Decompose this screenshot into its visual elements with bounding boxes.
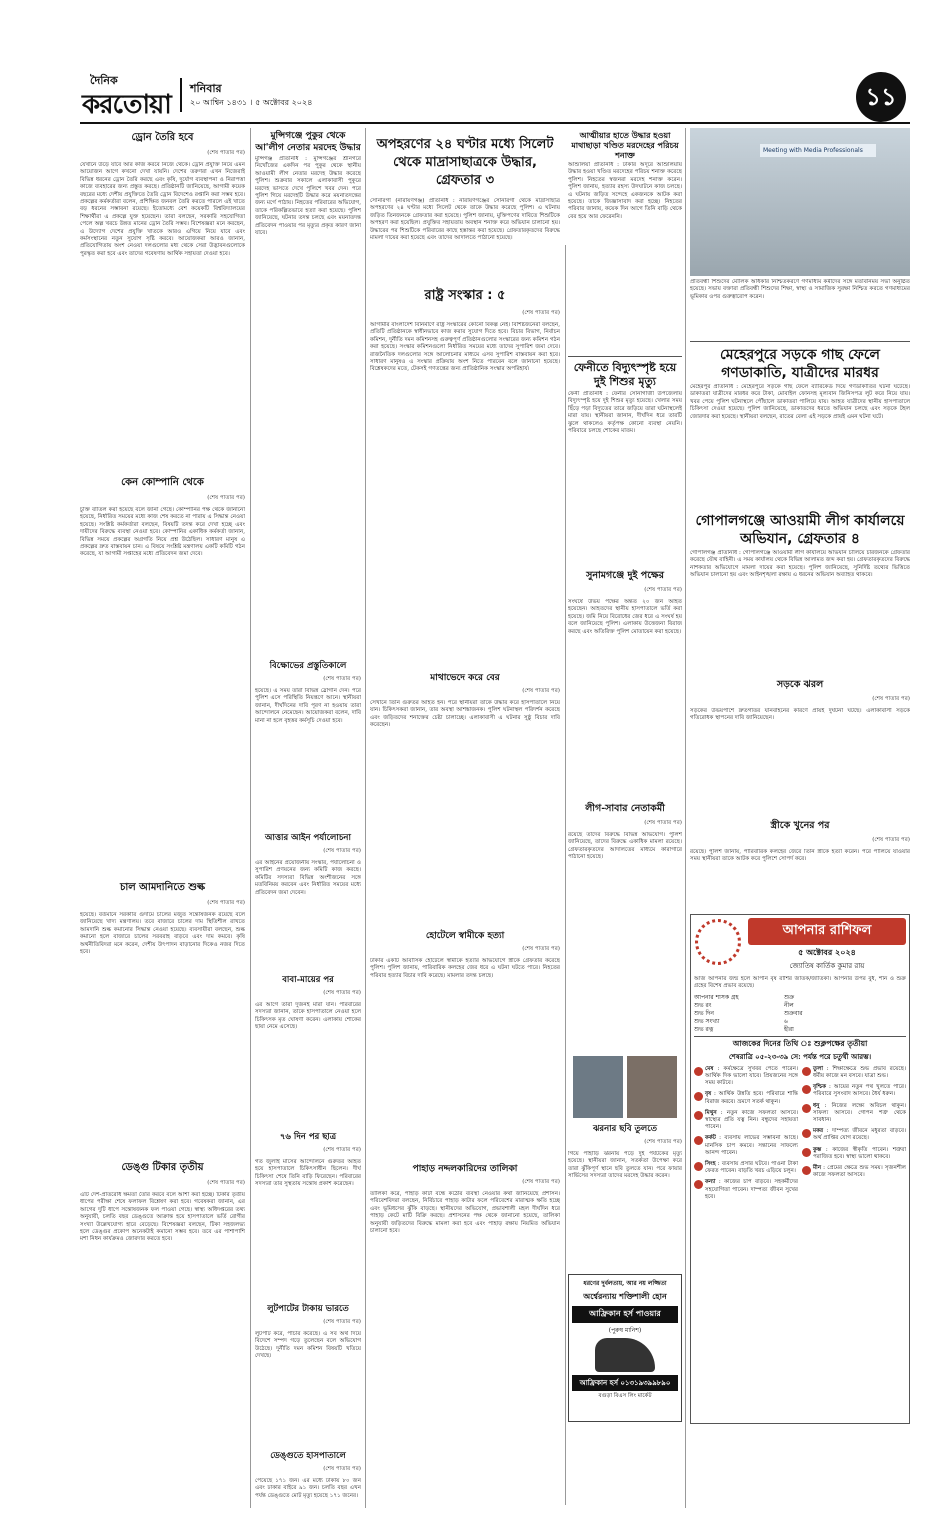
horoscope-table-value: ৬	[784, 1017, 788, 1025]
ad-footer: বগুড়া বিএস লিং মার্কেট	[598, 1393, 652, 1399]
article-heading: বিক্ষোভের প্রস্তুতিকালে	[269, 661, 347, 671]
horoscope-table-key: শুভ সংখ্যা	[694, 1017, 720, 1025]
continued-note: (শেষ পাতার পর)	[207, 900, 245, 906]
horoscope-author: জ্যোতিষ কার্তিক কুমার রায়	[789, 962, 865, 970]
zodiac-entry	[802, 1084, 906, 1098]
article-body: যেখানে উড়ে যাবে আর কাজ করবে নিজে থেকে। ড্রোন প্রযুক্তি নিয়ে এমন আয়োজন আগে কখনো দেখা যায়নি। দেশের তরুণরা এখন নিজেরাই বিভিন্ন ধরনের ড্রোন তৈরি করছে এবং কৃষি, দুর্যোগ ব্যবস্থাপনা ও নিরাপত্তা কাজে ব্যবহারের জন্য প্রস্তুত করছে। প্রতিষ্ঠানটি জানিয়েছে, আগামী কয়েক বছরের মধ্যে দেশীয় প্রযুক্তিতে তৈরি ড্রোন বিদেশেও রপ্তানি করা সম্ভব হবে। প্রকল্পের কর্মকর্তারা বলেন, প্রশিক্ষিত জনবল তৈরি করতে পারলে এই খাতে বড় ধরনের সম্ভাবনা রয়েছে। ইতোমধ্যে বেশ কয়েকটি বিশ্ববিদ্যালয়ের শিক্ষার্থীরা এ প্রকল্পে যুক্ত হয়েছেন। তারা বলছেন, সরকারি সহযোগিতা পেলে অল্প খরচে উন্নত মানের ড্রোন তৈরি সম্ভব। বিশেষজ্ঞরা মনে করছেন, এ উদ্যোগ দেশের প্রযুক্তি খাতকে আরও এগিয়ে নিয়ে যাবে এবং কর্মসংস্থানের নতুন সুযোগ সৃষ্টি করবে। আয়োজকরা আরও জানান, প্রতিযোগিতায় অংশ নেওয়া দলগুলোর মধ্য থেকে সেরা উদ্ভাবনগুলোকে পুরস্কৃত করা হবে এবং তাদের গবেষণায় আর্থিক সহায়তা দেওয়া হবে।	[80, 162, 245, 257]
zodiac-list-left	[694, 1066, 798, 1205]
zodiac-entry	[802, 1165, 906, 1179]
continued-note: (শেষ পাতার পর)	[323, 676, 361, 682]
continued-note: (শেষ পাতার পর)	[323, 990, 361, 996]
horoscope-table-key: শুভ রত্ন	[694, 1025, 714, 1033]
article-body: রয়েছে। পুলিশ জানায়, পারিবারিক কলহের জেরে তিনি স্ত্রীকে হত্যা করেন। পরে পালিয়ে যাওয়ার সময় স্থানীয়রা তাকে আটক করে পুলিশে সোপর্দ করে।	[690, 849, 910, 863]
article-heading: ডেঙ্গু টিকার তৃতীয়	[121, 1162, 204, 1173]
zodiac-name: মকর	[813, 1128, 824, 1135]
horoscope-table-key: শুভ রং	[694, 1001, 712, 1009]
zodiac-sign-icon	[694, 1111, 703, 1120]
horoscope-section	[690, 914, 910, 1424]
section-rule	[568, 356, 682, 357]
zodiac-text: সিংহ : ব্যবসায় প্রসার ঘটবে। পাওনা টাকা ফেরত পাবেন। বাড়তি খরচ এড়িয়ে চলুন।	[705, 1161, 798, 1175]
logo: করতোয়া	[82, 90, 171, 120]
zodiac-name: কন্যা	[705, 1179, 716, 1186]
article-body: মুন্সিগঞ্জ প্রতিনিধি : মুন্সিগঞ্জের শ্রীনগরে নিখোঁজের একদিন পর পুকুর থেকে স্থানীয় আওয়ামী লীগ নেতার মরদেহ উদ্ধার করেছে পুলিশ। শুক্রবার সকালে এলাকাবাসী পুকুরে মরদেহ ভাসতে দেখে পুলিশে খবর দেন। পরে পুলিশ গিয়ে মরদেহটি উদ্ধার করে ময়নাতদন্তের জন্য মর্গে পাঠায়। নিহতের পরিবারের অভিযোগ, তাকে পরিকল্পিতভাবে হত্যা করা হয়েছে। পুলিশ জানিয়েছে, ঘটনার তদন্ত চলছে এবং ময়নাতদন্ত প্রতিবেদন পাওয়ার পর মৃত্যুর প্রকৃত কারণ জানা যাবে।	[255, 156, 361, 237]
horoscope-table-row	[694, 994, 906, 1002]
continued-note: (শেষ পাতার পর)	[323, 1147, 361, 1153]
article-heading: বাবা-মায়ের পর	[282, 975, 334, 985]
continued-note: (শেষ পাতার পর)	[644, 820, 682, 826]
article-heading: রাষ্ট্র সংস্কার : ৫	[424, 288, 506, 303]
continued-note: (শেষ পাতার পর)	[323, 848, 361, 854]
zodiac-sign-icon	[802, 1148, 811, 1157]
zodiac-sign-icon	[802, 1129, 811, 1138]
column-divider	[565, 245, 566, 1505]
article-heading: চাল আমদানিতে শুল্ক	[119, 882, 206, 893]
advertisement	[568, 1274, 682, 1422]
article-heading: আত্তার আইন পর্যালোচনা	[265, 833, 351, 843]
zodiac-text: বৃশ্চিক : আয়ের নতুন পথ খুলতে পারে। পরিবারে সুসংবাদ আসবে। ধৈর্য ধরুন।	[813, 1084, 906, 1098]
zodiac-text: মিথুন : নতুন কাজে সফলতা আসবে। স্বাস্থ্যের প্রতি যত্ন নিন। বন্ধুদের সহায়তা পাবেন।	[705, 1109, 798, 1131]
continued-note: (শেষ পাতার পর)	[872, 837, 910, 843]
column-4	[568, 128, 682, 1508]
horoscope-table-value: হীরা	[784, 1025, 794, 1033]
article-body: গোপালগঞ্জ প্রতিনিধি : গোপালগঞ্জে আওয়ামী লীগ কার্যালয়ে অভিযান চালিয়ে চারজনকে গ্রেফতার করেছে যৌথ বাহিনী। এ সময় কার্যালয় থেকে বিভিন্ন আলামত জব্দ করা হয়। গ্রেফতারকৃতদের বিরুদ্ধে নাশকতার অভিযোগে মামলা দায়ের করা হয়েছে। পুলিশ জানিয়েছে, সুনির্দিষ্ট তথ্যের ভিত্তিতে অভিযান চালানো হয় এবং আইনশৃঙ্খলা রক্ষায় এ ধরনের অভিযান অব্যাহত থাকবে।	[690, 550, 910, 579]
article-heading: স্ত্রীকে খুনের পর	[770, 820, 830, 831]
zodiac-entry	[694, 1110, 798, 1132]
zodiac-entry	[694, 1091, 798, 1105]
zodiac-sign-icon	[694, 1092, 703, 1101]
column-2	[255, 128, 361, 1508]
zodiac-entry	[694, 1066, 798, 1088]
zodiac-entry	[802, 1103, 906, 1125]
zodiac-entry	[694, 1161, 798, 1175]
zodiac-wheel-icon	[695, 919, 741, 965]
continued-note: (শেষ পাতার পর)	[323, 1319, 361, 1325]
zodiac-text: তুলা : শিক্ষাক্ষেত্রে শুভ প্রভাব রয়েছে। ধর্মীয় কাজে মন বসবে। যাত্রা শুভ।	[813, 1065, 906, 1080]
zodiac-sign-icon	[694, 1180, 703, 1189]
continued-note: (শেষ পাতার পর)	[323, 1466, 361, 1472]
lead-headline: অপহরণের ২৪ ঘণ্টার মধ্যে সিলেট থেকে মাদ্রাসাছাত্রকে উদ্ধার, গ্রেফতার ৩	[376, 137, 554, 188]
horoscope-title: আপনার রাশিফল	[748, 918, 906, 945]
article-body: চুক্তি বাতিল করা হয়েছে বলে জানা গেছে। কোম্পানির পক্ষ থেকে জানানো হয়েছে, নির্ধারিত সময়ের মধ্যে কাজ শেষ করতে না পারায় এ সিদ্ধান্ত নেওয়া হয়েছে। সংশ্লিষ্ট কর্মকর্তারা বলছেন, বিষয়টি তদন্ত করে দেখা হচ্ছে এবং দায়ীদের বিরুদ্ধে ব্যবস্থা নেওয়া হবে। কোম্পানির একাধিক কর্মকর্তা জানান, বিভিন্ন সময়ে প্রকল্পের অগ্রগতি নিয়ে প্রশ্ন উঠেছিল। সাধারণ মানুষ এ প্রকল্পের দ্রুত বাস্তবায়ন চান। এ বিষয়ে সংশ্লিষ্ট মন্ত্রণালয় একটি কমিটি গঠন করেছে, যা আগামী সপ্তাহের মধ্যে প্রতিবেদন জমা দেবে।	[80, 507, 245, 558]
article-body: গত জুলাই মাসের আন্দোলনে গুরুতর আহত হয়ে হাসপাতালে চিকিৎসাধীন ছিলেন। দীর্ঘ চিকিৎসা শেষে তিনি বাড়ি ফিরেছেন। পরিবারের সদস্যরা তার সুস্থতায় সন্তোষ প্রকাশ করেছেন।	[255, 1159, 361, 1188]
zodiac-sign-icon	[802, 1104, 811, 1113]
article-body: ঢাকার একটি আবাসিক হোটেলে স্বামীকে হত্যার অভিযোগে স্ত্রীকে গ্রেফতার করেছে পুলিশ। পুলিশ জানায়, পারিবারিক কলহের জের ধরে এ ঘটনা ঘটতে পারে। নিহতের পরিবার হত্যার বিচার দাবি করেছে। মামলার তদন্ত চলছে।	[370, 958, 560, 979]
horoscope-table-row	[694, 1018, 906, 1026]
ad-brand: আফ্রিকান হর্স পাওয়ার	[572, 1306, 678, 1323]
person-photo	[627, 1056, 677, 1118]
continued-note: (শেষ পাতার পর)	[207, 150, 245, 156]
horoscope-table-row	[694, 1002, 906, 1010]
zodiac-entry	[802, 1066, 906, 1080]
article-body: তালিকা করে, পাহাড় কাটা বন্ধে কঠোর ব্যবস্থা নেওয়ার কথা জানিয়েছে প্রশাসন। পরিবেশবিদরা বলছেন, নির্বিচারে পাহাড় কাটার ফলে পরিবেশের মারাত্মক ক্ষতি হচ্ছে এবং ভূমিধসের ঝুঁকি বাড়ছে। স্থানীয়দের অভিযোগ, প্রভাবশালী মহল দীর্ঘদিন ধরে পাহাড় কেটে মাটি বিক্রি করছে। প্রশাসনের পক্ষ থেকে জানানো হয়েছে, তালিকা অনুযায়ী জড়িতদের বিরুদ্ধে মামলা করা হবে এবং পাহাড় রক্ষায় নিয়মিত অভিযান চালানো হবে।	[370, 1191, 560, 1235]
horoscope-table-row	[694, 1026, 906, 1034]
zodiac-name: তুলা	[813, 1065, 823, 1072]
horoscope-table	[694, 994, 906, 1034]
zodiac-forecast: কাজের চাপ বাড়বে। সহকর্মীদের সহযোগিতা পাবেন। দাম্পত্য জীবন সুখের হবে।	[705, 1179, 798, 1200]
issue-day: শনিবার	[190, 82, 222, 95]
article-heading: আত্মীয়ার হাতে উদ্ধার হওয়া মাথাছাড়া খণ্ডিত মরদেহের পরিচয় শনাক্ত	[571, 130, 679, 160]
article-body: সোনারগাঁ (নারায়ণগঞ্জ) প্রতিনিধি : নারায়ণগঞ্জের সোনারগাঁ থেকে মাদ্রাসাছাত্র অপহরণের ২৪ ঘণ্টার মধ্যে সিলেট থেকে তাকে উদ্ধার করেছে পুলিশ। এ ঘটনায় জড়িত তিনজনকে গ্রেফতার করা হয়েছে। পুলিশ জানায়, মুক্তিপণের দাবিতে শিশুটিকে অপহরণ করা হয়েছিল। প্রযুক্তির সহায়তায় অবস্থান শনাক্ত করে অভিযান চালানো হয়। উদ্ধারের পর শিশুটিকে পরিবারের কাছে হস্তান্তর করা হয়েছে। গ্রেফতারকৃতদের বিরুদ্ধে মামলা দায়ের করা হয়েছে এবং তাদের আদালতে পাঠানো হয়েছে।	[370, 198, 560, 242]
article-body: ফেনী প্রতিনিধি : ফেনীর সোনাগাজী উপজেলায় বিদ্যুৎস্পৃষ্ট হয়ে দুই শিশুর মৃত্যু হয়েছে। খেলার সময় ছিঁড়ে পড়া বিদ্যুতের তারে জড়িয়ে তারা ঘটনাস্থলেই মারা যায়। স্থানীয়রা জানান, দীর্ঘদিন ধরে তারটি ঝুলে থাকলেও কর্তৃপক্ষ কোনো ব্যবস্থা নেয়নি। পরিবারে চলছে শোকের মাতম।	[568, 391, 682, 435]
zodiac-name: ধনু	[813, 1102, 820, 1109]
horoscope-table-row	[694, 1010, 906, 1018]
continued-note: (শেষ পাতার পর)	[522, 310, 560, 316]
section-rule	[690, 341, 910, 342]
column-divider	[365, 128, 366, 1508]
column-divider	[250, 128, 251, 1508]
article-heading: ফেনীতে বিদ্যুৎস্পৃষ্ট হয়ে দুই শিশুর মৃত্যু	[573, 361, 677, 388]
issue-date: ২০ আশ্বিন ১৪৩১ । ৫ অক্টোবর ২০২৪	[190, 98, 313, 107]
horoscope-date: ৫ অক্টোবর ২০২৪	[798, 947, 856, 957]
horse-icon	[595, 1338, 655, 1372]
horoscope-table-key: আপনার শাসক গ্রহ	[694, 993, 739, 1001]
zodiac-sign-icon	[802, 1085, 811, 1094]
continued-note: (শেষ পাতার পর)	[644, 1139, 682, 1145]
zodiac-entry	[802, 1147, 906, 1161]
article-body: এর আগে তারা দুজনই মারা যান। পরিবারের সদস্যরা জানান, তাকে হাসপাতালে নেওয়া হলে চিকিৎসক মৃত ঘোষণা করেন। এলাকায় শোকের ছায়া নেমে এসেছে।	[255, 1002, 361, 1031]
zodiac-sign-icon	[802, 1166, 811, 1175]
article-body: রয়েছে তাদের বিরুদ্ধে বিভিন্ন অভিযোগ। পুলিশ জানিয়েছে, তাদের বিরুদ্ধে একাধিক মামলা রয়েছে। গ্রেফতারকৃতদের আদালতের মাধ্যমে কারাগারে পাঠানো হয়েছে।	[568, 832, 682, 861]
ad-headline: অর্শ্বেরন্যায় শক্তিশালী হোন	[583, 1291, 667, 1301]
article-heading: ড্রোন তৈরি হবে	[131, 132, 194, 143]
zodiac-sign-icon	[802, 1067, 811, 1076]
zodiac-text: মকর : দাম্পত্য জীবনে মধুরতা বাড়বে। অর্থ প্রাপ্তির যোগ রয়েছে।	[813, 1128, 906, 1142]
zodiac-text: কুম্ভ : কাজের স্বীকৃতি পাবেন। শত্রুরা পরাজিত হবে। স্বাস্থ্য ভালো থাকবে।	[813, 1146, 906, 1160]
article-body: এর আইনের প্রয়োজনীয় সংস্কার, পর্যালোচনা ও সুপারিশ প্রণয়নের জন্য কমিটি কাজ করছে। কমিটির সদস্যরা বিভিন্ন অংশীজনের সঙ্গে মতবিনিময় করবেন এবং নির্ধারিত সময়ের মধ্যে প্রতিবেদন জমা দেবেন।	[255, 860, 361, 896]
news-photo	[690, 128, 910, 276]
column-5	[690, 128, 910, 1508]
zodiac-text: কর্কট : ব্যবসায় লাভের সম্ভাবনা আছে। মানসিক চাপ কমবে। সন্তানের সাফল্যে আনন্দ পাবেন।	[705, 1135, 798, 1156]
person-photo	[573, 1056, 623, 1118]
article-heading: হোটেলে স্বামীকে হত্যা	[425, 931, 505, 941]
article-heading: লীগ-সাবার নেতাকর্মী	[585, 803, 665, 814]
ad-tagline: ধরণের দুর্বলতায়, আর নয় লজ্জিতা	[583, 1280, 667, 1287]
zodiac-name: মিথুন	[705, 1109, 717, 1116]
column-divider	[685, 128, 686, 1508]
zodiac-name: বৃশ্চিক	[813, 1084, 827, 1091]
zodiac-forecast: ব্যবসায় লাভের সম্ভাবনা আছে। মানসিক চাপ কমবে। সন্তানের সাফল্যে আনন্দ পাবেন।	[705, 1135, 798, 1156]
zodiac-list-right	[802, 1066, 906, 1205]
page-number: ১১	[856, 72, 906, 122]
zodiac-forecast: কাজের স্বীকৃতি পাবেন। শত্রুরা পরাজিত হবে। স্বাস্থ্য ভালো থাকবে।	[813, 1146, 906, 1160]
zodiac-name: মেষ	[705, 1065, 714, 1072]
article-heading: লুটপাটের টাকায় ভারতে	[267, 1304, 349, 1314]
zodiac-forecast: ব্যবসায় প্রসার ঘটবে। পাওনা টাকা ফেরত পাবেন। বাড়তি খরচ এড়িয়ে চলুন।	[705, 1161, 798, 1175]
zodiac-sign-icon	[694, 1136, 703, 1145]
article-body: পেয়েছে ১৭১ জন। এর মধ্যে ঢাকায় ৮০ জন এবং ঢাকার বাইরে ৯১ জন। চলতি বছর এখন পর্যন্ত ডেঙ্গুতে মোট মৃত্যু হয়েছে ১৭১ জনের।	[255, 1478, 361, 1499]
article-heading: সড়কে ঝরল	[776, 679, 824, 690]
continued-note: (শেষ পাতার পর)	[872, 696, 910, 702]
zodiac-forecast: নতুন কাজে সফলতা আসবে। স্বাস্থ্যের প্রতি যত্ন নিন। বন্ধুদের সহায়তা পাবেন।	[705, 1109, 798, 1131]
photo-pair	[568, 1056, 682, 1118]
article-body: আগামীর বাংলাদেশ বিনির্মাণে রাষ্ট্র সংস্কারের কোনো বিকল্প নেই। বিশিষ্টজনেরা বলছেন, প্রতিটি প্রতিষ্ঠানকে স্বাধীনভাবে কাজ করার সুযোগ দিতে হবে। বিচার বিভাগ, নির্বাচন কমিশন, দুর্নীতি দমন কমিশনসহ গুরুত্বপূর্ণ প্রতিষ্ঠানগুলোর সংস্কারের জন্য কমিশন গঠন করা হয়েছে। সংস্কার কমিশনগুলো নির্ধারিত সময়ের মধ্যে তাদের সুপারিশ জমা দেবে। রাজনৈতিক দলগুলোর সঙ্গে আলোচনার মাধ্যমে এসব সুপারিশ বাস্তবায়ন করা হবে। সাধারণ মানুষও এ সংস্কার প্রক্রিয়ায় অংশ নিতে পারবেন বলে জানানো হয়েছে। বিশ্লেষকদের মতে, টেকসই গণতন্ত্রের জন্য প্রাতিষ্ঠানিক সংস্কার অপরিহার্য।	[370, 322, 560, 373]
article-heading: মুন্সিগঞ্জে পুকুর থেকে আ'লীগ নেতার মরদেহ উদ্ধার	[255, 131, 361, 153]
logo-top: দৈনিক	[90, 74, 118, 87]
article-heading: পাহাড় নদ্দলকারিদের তালিকা	[412, 1164, 518, 1174]
ad-phone: আফ্রিকান হর্স ০১৩১৯৩৯৯৮৯০	[572, 1375, 678, 1391]
zodiac-forecast: আয়ের নতুন পথ খুলতে পারে। পরিবারে সুসংবাদ আসবে। ধৈর্য ধরুন।	[813, 1084, 906, 1098]
article-body: হয়েছে। বর্তমানে সরকারি গুদামে চালের মজুত সন্তোষজনক রয়েছে বলে জানিয়েছে খাদ্য মন্ত্রণালয়। তবে বাজারে চালের দাম স্থিতিশীল রাখতে আমদানি শুল্ক কমানোর সিদ্ধান্ত নেওয়া হয়েছে। ব্যবসায়ীরা বলছেন, শুল্ক কমানো হলে বাজারে চালের সরবরাহ বাড়বে এবং দাম কমবে। কৃষি অর্থনীতিবিদরা মনে করেন, দেশীয় উৎপাদন বাড়ানোর দিকেও নজর দিতে হবে।	[80, 912, 245, 956]
zodiac-name: সিংহ	[705, 1161, 716, 1168]
banner-text: Meeting with Media Professionals	[760, 144, 876, 157]
tithi-time: শেষরাত্রি ০৫-২৩-৩৯ সে: পর্যন্ত পরে চতুর্থী আরম্ভ।	[728, 1051, 872, 1061]
photo-caption: ঝরনার ছবি তুলতে	[592, 1124, 658, 1134]
article-body: সংঘর্ষে উভয় পক্ষের অন্তত ২০ জন আহত হয়েছেন। আহতদের স্থানীয় হাসপাতালে ভর্তি করা হয়েছে। জমি নিয়ে বিরোধের জের ধরে এ সংঘর্ষ হয় বলে জানিয়েছে পুলিশ। এলাকায় উত্তেজনা বিরাজ করছে এবং অতিরিক্ত পুলিশ মোতায়েন করা হয়েছে।	[568, 599, 682, 635]
zodiac-text: মেষ : কর্মক্ষেত্রে সুখবর পেতে পারেন। আর্থিক দিক ভালো যাবে। প্রিয়জনের সঙ্গে সময় কাটবে।	[705, 1065, 798, 1087]
zodiac-forecast: কর্মক্ষেত্রে সুখবর পেতে পারেন। আর্থিক দিক ভালো যাবে। প্রিয়জনের সঙ্গে সময় কাটবে।	[705, 1065, 798, 1087]
zodiac-text: কন্যা : কাজের চাপ বাড়বে। সহকর্মীদের সহযোগিতা পাবেন। দাম্পত্য জীবন সুখের হবে।	[705, 1179, 798, 1200]
zodiac-sign-icon	[694, 1162, 703, 1171]
article-heading: মেহেরপুরে সড়কে গাছ ফেলে গণডাকাতি, যাত্রীদের মারধর	[720, 347, 880, 381]
photo-caption-text: প্রতিবন্ধী শিশুদের মৌলিক অধিকার নিশ্চিতকরণে গণমাধ্যম কর্মীদের সঙ্গে মতবিনিময় সভা অনুষ্ঠিত হয়েছে। সভায় বক্তারা প্রতিবন্ধী শিশুদের শিক্ষা, স্বাস্থ্য ও সামাজিক সুরক্ষা নিশ্চিত করতে গণমাধ্যমের ভূমিকার ওপর গুরুত্বারোপ করেন।	[690, 279, 910, 300]
article-body: সেখানে তিনি গুরুতর আহত হন। পরে স্থানীয়রা তাকে উদ্ধার করে হাসপাতালে নিয়ে যান। চিকিৎসকরা জানান, তার অবস্থা আশঙ্কাজনক। পুলিশ ঘটনাস্থল পরিদর্শন করেছে এবং জড়িতদের শনাক্তের চেষ্টা চালাচ্ছে। এলাকাবাসী এ ঘটনার সুষ্ঠু বিচার দাবি করেছেন।	[370, 700, 560, 729]
article-heading: মাথাভেদে করে বের	[430, 673, 500, 683]
zodiac-forecast: প্রেমের ক্ষেত্রে শুভ সময়। সৃজনশীল কাজে সফলতা আসবে।	[813, 1165, 906, 1179]
zodiac-forecast: আর্থিক উন্নতি হবে। পরিবারে শান্তি বিরাজ করবে। ভ্রমণে সতর্ক থাকুন।	[705, 1091, 798, 1105]
zodiac-name: কুম্ভ	[813, 1146, 822, 1153]
column-3	[370, 128, 560, 1508]
zodiac-name: বৃষ	[705, 1091, 712, 1098]
zodiac-entry	[802, 1128, 906, 1142]
continued-note: (শেষ পাতার পর)	[207, 1180, 245, 1186]
article-heading: ৭৬ দিন পর ছাত্র	[279, 1132, 337, 1142]
continued-note: (শেষ পাতার পর)	[522, 1179, 560, 1185]
horoscope-intro: আজ আপনার জন্ম হলে আপনি বৃষ রাশির জাতক/জাতিকা। আপনার উপর বুধ, শনি ও শুক্র গ্রহের বিশেষ প্রভাব রয়েছে।	[694, 976, 906, 990]
zodiac-text: ধনু : নিজের লক্ষ্যে অবিচল থাকুন। সাফল্য আসবে। গোপন শত্রু থেকে সাবধান।	[813, 1102, 906, 1124]
article-body: আশুলিয়া প্রতিনিধি : ঢাকার অদূরে আশুলিয়ায় উদ্ধার হওয়া খণ্ডিত মরদেহের পরিচয় শনাক্ত করেছে পুলিশ। নিহতের স্বজনরা মরদেহ শনাক্ত করেন। পুলিশ জানায়, হত্যার রহস্য উদঘাটনে কাজ চলছে। এ ঘটনায় জড়িত সন্দেহে একজনকে আটক করা হয়েছে। তাকে জিজ্ঞাসাবাদ করা হচ্ছে। নিহতের পরিবার জানায়, কয়েক দিন আগে তিনি বাড়ি থেকে বের হয়ে আর ফেরেননি।	[568, 162, 682, 220]
continued-note: (শেষ পাতার পর)	[522, 688, 560, 694]
zodiac-name: মীন	[813, 1165, 822, 1172]
column-1	[80, 128, 245, 1508]
tithi-line: আজকের দিনের তিথি ঃ শুক্লপক্ষের তৃতীয়া	[694, 1036, 906, 1051]
continued-note: (শেষ পাতার পর)	[522, 946, 560, 952]
continued-note: (শেষ পাতার পর)	[207, 495, 245, 501]
zodiac-forecast: শিক্ষাক্ষেত্রে শুভ প্রভাব রয়েছে। ধর্মীয় কাজে মন বসবে। যাত্রা শুভ।	[813, 1065, 906, 1080]
zodiac-entry	[694, 1135, 798, 1157]
zodiac-sign-icon	[694, 1067, 703, 1076]
article-body: এটি দেশ-প্রতিরোধ ক্ষমতা তৈরি করবে বলে আশা করা হচ্ছে। টিকার তৃতীয় ধাপের পরীক্ষা শেষে ফলাফল বিশ্লেষণ করা হবে। গবেষকরা জানান, এর আগের দুটি ধাপে সন্তোষজনক ফল পাওয়া গেছে। স্বাস্থ্য অধিদপ্তরের তথ্য অনুযায়ী, চলতি বছর ডেঙ্গুতে আক্রান্ত হয়ে হাসপাতালে ভর্তি রোগীর সংখ্যা উল্লেখযোগ্য হারে বেড়েছে। বিশেষজ্ঞরা বলছেন, টিকা সহজলভ্য হলে ডেঙ্গুর প্রকোপ অনেকটাই কমানো সম্ভব হবে। তবে এর পাশাপাশি মশা নিধন কার্যক্রমও জোরদার করতে হবে।	[80, 1192, 245, 1243]
zodiac-text: বৃষ : আর্থিক উন্নতি হবে। পরিবারে শান্তি বিরাজ করবে। ভ্রমণে সতর্ক থাকুন।	[705, 1091, 798, 1105]
article-body: হয়েছে। এ সময় তারা বিভিন্ন স্লোগান দেন। পরে পুলিশ এসে পরিস্থিতি নিয়ন্ত্রণে আনে। স্থানীয়রা জানান, দীর্ঘদিনের দাবি পূরণ না হওয়ায় তারা আন্দোলনে নেমেছেন। আয়োজকরা বলেন, দাবি মানা না হলে বৃহত্তর কর্মসূচি দেওয়া হবে।	[255, 688, 361, 724]
masthead	[70, 0, 890, 120]
zodiac-text: মীন : প্রেমের ক্ষেত্রে শুভ সময়। সৃজনশীল কাজে সফলতা আসবে।	[813, 1165, 906, 1179]
zodiac-forecast: নিজের লক্ষ্যে অবিচল থাকুন। সাফল্য আসবে। গোপন শত্রু থেকে সাবধান।	[813, 1102, 906, 1124]
article-heading: কেন কোম্পানি থেকে	[121, 477, 204, 488]
masthead-rule	[80, 122, 910, 124]
ad-subtitle: (পুরুষ মানিশ)	[608, 1327, 642, 1334]
masthead-divider	[180, 78, 182, 112]
horoscope-table-value: নীল	[784, 1001, 794, 1009]
article-body: গিয়ে পাহাড়ি ঝরনায় পড়ে দুই পর্যটকের মৃত্যু হয়েছে। স্থানীয়রা জানান, সতর্কতা উপেক্ষা করে তারা ঝুঁকিপূর্ণ স্থানে ছবি তুলতে যান। পরে ফায়ার সার্ভিসের সদস্যরা তাদের মরদেহ উদ্ধার করেন।	[568, 1151, 682, 1180]
article-heading: ডেঙ্গুতে হাসপাতালে	[270, 1451, 346, 1461]
article-heading: গোপালগঞ্জে আওয়ামী লীগ কার্যালয়ে অভিযান, গ্রেফতার ৪	[695, 513, 905, 547]
continued-note: (শেষ পাতার পর)	[644, 587, 682, 593]
zodiac-name: কর্কট	[705, 1135, 716, 1142]
horoscope-table-key: শুভ দিন	[694, 1009, 714, 1017]
article-body: সড়কের উভয়পাশে দ্রুতগতির যানবাহনের কারণে প্রায়ই দুর্ঘটনা ঘটছে। এলাকাবাসী সড়কে গতিরোধক স্থাপনের দাবি জানিয়েছেন।	[690, 708, 910, 722]
zodiac-entry	[694, 1179, 798, 1201]
horoscope-table-value: শুক্র	[784, 993, 795, 1001]
article-body: মেহেরপুর প্রতিনিধি : মেহেরপুরে সড়কে গাছ ফেলে ব্যারিকেড দিয়ে গণডাকাতির ঘটনা ঘটেছে। ডাকাতরা যাত্রীদের মারধর করে টাকা, মোবাইল ফোনসহ মূল্যবান জিনিসপত্র লুট করে নিয়ে যায়। খবর পেয়ে পুলিশ ঘটনাস্থলে পৌঁছালে ডাকাতরা পালিয়ে যায়। আহত যাত্রীদের স্থানীয় হাসপাতালে চিকিৎসা দেওয়া হয়েছে। পুলিশ জানিয়েছে, ডাকাতদের ধরতে অভিযান চলছে এবং সড়কে টহল জোরদার করা হয়েছে। স্থানীয়রা বলছেন, রাতের বেলা এই সড়কে প্রায়ই এমন ঘটনা ঘটে।	[690, 384, 910, 420]
article-body: লুটপাট করে, পাচার করেছে। এ সব অর্থ দিয়ে বিদেশে সম্পদ গড়ে তুলেছেন বলে অভিযোগ উঠেছে। দুর্নীতি দমন কমিশন বিষয়টি খতিয়ে দেখছে।	[255, 1331, 361, 1360]
zodiac-forecast: দাম্পত্য জীবনে মধুরতা বাড়বে। অর্থ প্রাপ্তির যোগ রয়েছে।	[813, 1128, 906, 1142]
horoscope-table-value: শুক্রবার	[784, 1009, 803, 1017]
article-heading: সুনামগঞ্জে দুই পক্ষের	[586, 570, 664, 581]
